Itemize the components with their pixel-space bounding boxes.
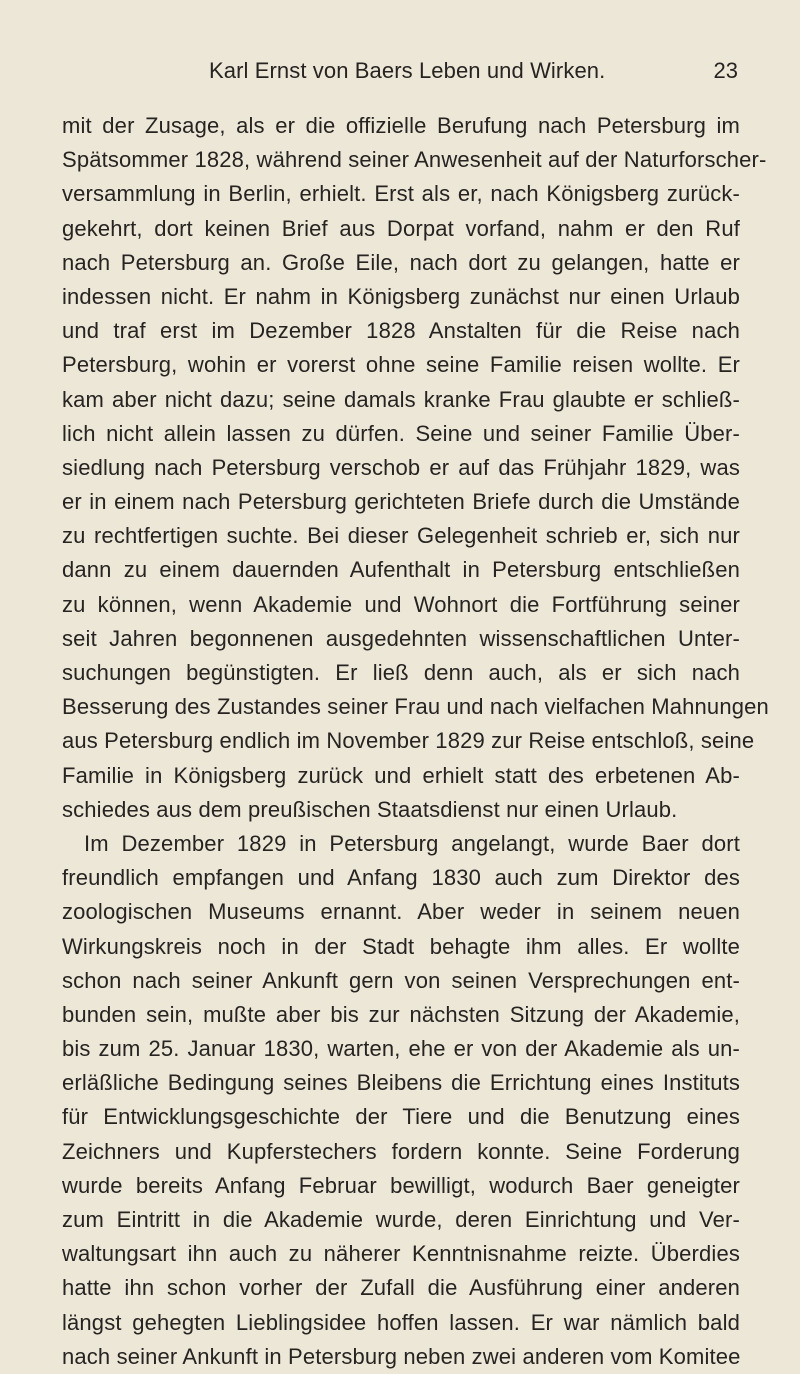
text-line: zu können, wenn Akademie und Wohnort die Fortführung seiner <box>62 591 740 617</box>
text-line: indessen nicht. Er nahm in Königsberg zunächst nur einen Urlaub <box>62 283 740 309</box>
text-line: freundlich empfangen und Anfang 1830 auch zum Direktor des <box>62 865 740 891</box>
text-line: bunden sein, mußte aber bis zur nächsten Sitzung der Akademie, <box>62 1001 740 1027</box>
text-line: schiedes aus dem preußischen Staatsdienst nur einen Urlaub. <box>62 796 678 822</box>
text-line: kam aber nicht dazu; seine damals kranke Frau glaubte er schließ- <box>62 386 740 412</box>
running-title: Karl Ernst von Baers Leben und Wirken. <box>209 58 606 83</box>
running-head <box>0 58 800 92</box>
text-line: wurde bereits Anfang Februar bewilligt, wodurch Baer geneigter <box>62 1172 740 1198</box>
page-number: 23 <box>713 58 738 83</box>
text-line: gekehrt, dort keinen Brief aus Dorpat vorfand, nahm er den Ruf <box>62 215 740 241</box>
text-line: versammlung in Berlin, erhielt. Erst als er, nach Königsberg zurück- <box>62 181 740 207</box>
text-line: aus Petersburg endlich im November 1829 zur Reise entschloß, seine <box>62 728 755 754</box>
text-line: und traf erst im Dezember 1828 Anstalten für die Reise nach <box>62 318 740 344</box>
text-line: nach Petersburg an. Große Eile, nach dort zu gelangen, hatte er <box>62 249 740 275</box>
text-line: suchungen begünstigten. Er ließ denn auch, als er sich nach <box>62 660 740 685</box>
text-line: für Entwicklungsgeschichte der Tiere und die Benutzung eines <box>62 1104 740 1130</box>
text-line: Familie in Königsberg zurück und erhielt statt des erbetenen Ab- <box>62 762 740 788</box>
text-line: nach seiner Ankunft in Petersburg neben zwei anderen vom Komitee <box>62 1343 741 1369</box>
text-line: lich nicht allein lassen zu dürfen. Seine und seiner Familie Über- <box>62 420 740 446</box>
text-line: dann zu einem dauernden Aufenthalt in Petersburg entschließen <box>62 557 740 583</box>
text-line: waltungsart ihn auch zu näherer Kenntnisnahme reizte. Überdies <box>62 1241 740 1267</box>
text-line: Im Dezember 1829 in Petersburg angelangt, wurde Baer dort <box>84 830 740 856</box>
text-line: Petersburg, wohin er vorerst ohne seine Familie reisen wollte. Er <box>62 352 740 378</box>
text-line: erläßliche Bedingung seines Bleibens die Errichtung eines Instituts <box>62 1070 740 1096</box>
text-line: zu rechtfertigen suchte. Bei dieser Gelegenheit schrieb er, sich nur <box>62 523 740 549</box>
text-line: Spätsommer 1828, während seiner Anwesenheit auf der Naturforscher- <box>62 147 767 173</box>
text-line: er in einem nach Petersburg gerichteten Briefe durch die Umstände <box>62 489 740 515</box>
body-text <box>62 109 769 1374</box>
text-line: bis zum 25. Januar 1830, warten, ehe er von der Akademie als un- <box>62 1036 740 1062</box>
text-line: mit der Zusage, als er die offizielle Berufung nach Petersburg im <box>62 113 740 138</box>
text-line: Zeichners und Kupferstechers fordern konnte. Seine Forderung <box>62 1138 740 1164</box>
text-line: seit Jahren begonnenen ausgedehnten wissenschaftlichen Unter- <box>62 625 740 651</box>
text-line: siedlung nach Petersburg verschob er auf das Frühjahr 1829, was <box>62 454 740 480</box>
text-line: hatte ihn schon vorher der Zufall die Ausführung einer anderen <box>62 1275 740 1301</box>
text-line: Besserung des Zustandes seiner Frau und nach vielfachen Mahnungen <box>62 694 769 720</box>
text-line: längst gehegten Lieblingsidee hoffen lassen. Er war nämlich bald <box>62 1309 740 1335</box>
text-line: schon nach seiner Ankunft gern von seinen Versprechungen ent- <box>62 967 740 993</box>
text-line: zoologischen Museums ernannt. Aber weder in seinem neuen <box>62 899 740 925</box>
text-line: zum Eintritt in die Akademie wurde, deren Einrichtung und Ver- <box>62 1207 740 1232</box>
text-line: Wirkungskreis noch in der Stadt behagte ihm alles. Er wollte <box>62 933 740 959</box>
